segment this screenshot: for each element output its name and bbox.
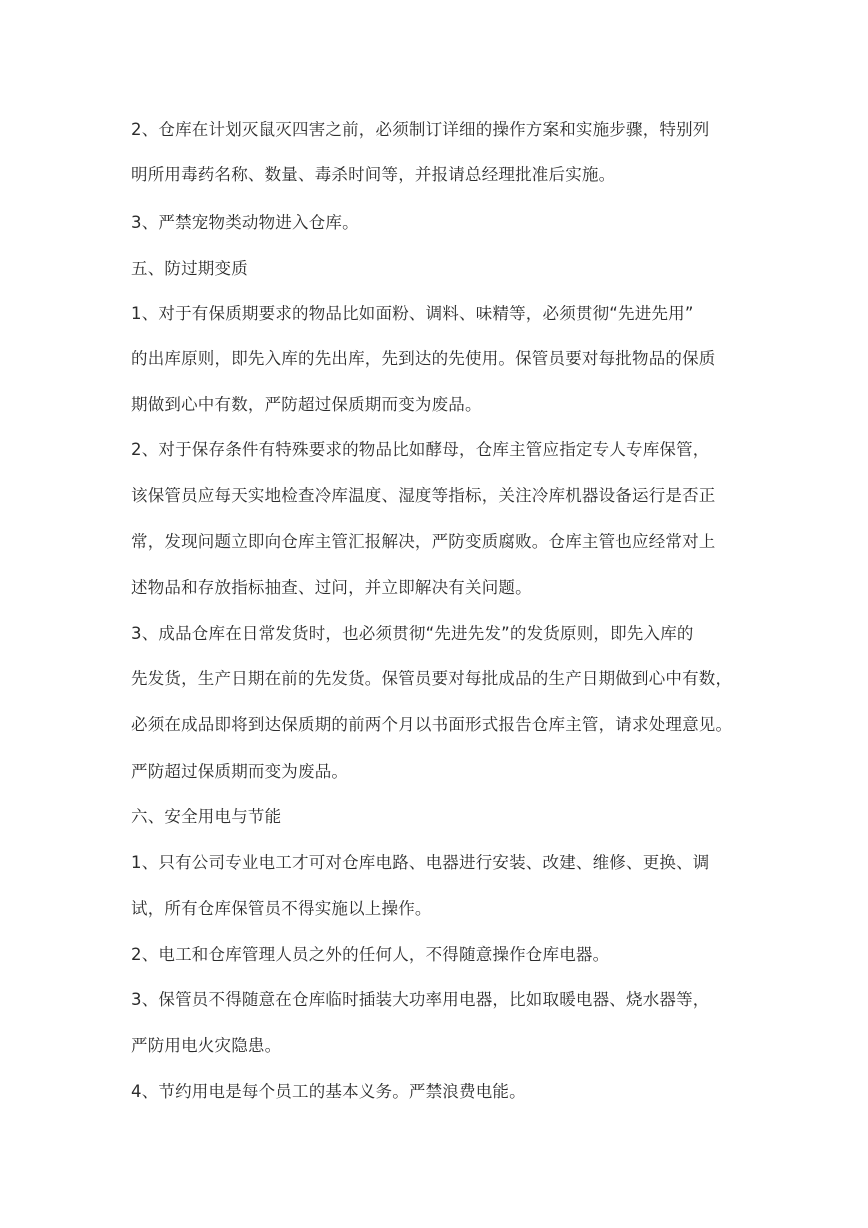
text-line: 试，所有仓库保管员不得实施以上操作。 <box>131 899 432 918</box>
text-line: 3、严禁宠物类动物进入仓库。 <box>131 213 359 232</box>
text-line: 4、节约用电是每个员工的基本义务。严禁浪费电能。 <box>131 1082 526 1101</box>
text-line: 期做到心中有数，严防超过保质期而变为废品。 <box>131 395 482 414</box>
text-line: 必须在成品即将到达保质期的前两个月以书面形式报告仓库主管，请求处理意见。 <box>131 715 733 734</box>
text-line: 严防用电火灾隐患。 <box>131 1036 282 1055</box>
text-line: 述物品和存放指标抽查、过问，并立即解决有关问题。 <box>131 578 532 597</box>
section-heading: 五、防过期变质 <box>131 259 248 278</box>
text-line: 常，发现问题立即向仓库主管汇报解决，严防变质腐败。仓库主管也应经常对上 <box>131 532 716 551</box>
text-line: 严防超过保质期而变为废品。 <box>131 762 349 781</box>
text-line: 先发货，生产日期在前的先发货。保管员要对每批成品的生产日期做到心中有数， <box>131 669 733 688</box>
text-line: 1、只有公司专业电工才可对仓库电路、电器进行安装、改建、维修、更换、调 <box>131 853 710 872</box>
text-line: 明所用毒药名称、数量、毒杀时间等，并报请总经理批准后实施。 <box>131 165 616 184</box>
text-line: 的出库原则，即先入库的先出库，先到达的先使用。保管员要对每批物品的保质 <box>131 349 716 368</box>
text-line: 2、电工和仓库管理人员之外的任何人，不得随意操作仓库电器。 <box>131 945 610 964</box>
text-line: 2、对于保存条件有特殊要求的物品比如酵母，仓库主管应指定专人专库保管， <box>131 440 710 459</box>
text-line: 该保管员应每天实地检查冷库温度、湿度等指标，关注冷库机器设备运行是否正 <box>131 486 716 505</box>
text-line: 1、对于有保质期要求的物品比如面粉、调料、味精等，必须贯彻“先进先用” <box>131 304 694 323</box>
text-line: 2、仓库在计划灭鼠灭四害之前，必须制订详细的操作方案和实施步骤，特别列 <box>131 120 710 139</box>
section-heading: 六、安全用电与节能 <box>131 807 282 826</box>
text-line: 3、成品仓库在日常发货时，也必须贯彻“先进先发”的发货原则，即先入库的 <box>131 624 694 643</box>
text-line: 3、保管员不得随意在仓库临时插装大功率用电器，比如取暖电器、烧水器等， <box>131 990 710 1009</box>
